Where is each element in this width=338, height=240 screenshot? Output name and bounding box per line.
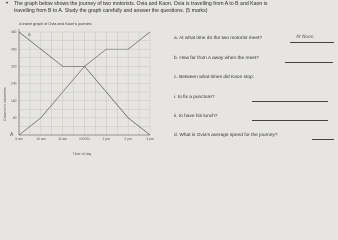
answer-line-d[interactable] xyxy=(312,139,334,140)
x-tick-label: 10 am xyxy=(36,137,46,141)
answer-line-b[interactable] xyxy=(285,62,333,63)
x-tick-label: 11 am xyxy=(58,137,68,141)
instructions-line-2: travelling from B to A. Study the graph carefully and answer the questions. (5 marks) xyxy=(14,7,208,14)
graph-grid xyxy=(19,29,150,135)
point-a-label: A xyxy=(10,132,14,138)
x-axis-label: Time of day xyxy=(72,152,92,156)
answer-line-c-ii[interactable] xyxy=(252,120,328,121)
y-tick-label: 240 xyxy=(10,81,17,86)
graph-title: A travel graph of Ovia and Kaon's journies xyxy=(19,21,92,26)
answer-line-a[interactable] xyxy=(290,42,334,43)
x-tick-label: 1 pm xyxy=(102,137,111,141)
x-axis-ticks xyxy=(15,137,154,141)
y-tick-label: 80 xyxy=(12,116,17,121)
travel-graph xyxy=(0,22,178,158)
y-tick-label: 320 xyxy=(10,64,17,69)
point-b-label: B xyxy=(28,32,31,37)
question-c-i: i. to fix a puncture? xyxy=(174,95,215,100)
answer-a[interactable]: At Noon xyxy=(296,35,314,40)
x-tick-label: 2 pm xyxy=(124,137,132,141)
question-a: a. At what time do the two motorist meet? xyxy=(174,36,262,41)
question-d: d. What is Ovia's average speed for the journey? xyxy=(174,133,278,138)
instructions-line-1: The graph below shows the journey of two motorists. Ovia and Kaon. Ovia is travelling from A to B and Kaon is xyxy=(14,1,268,7)
question-c: c. Between what times did Kaon stop: xyxy=(174,75,254,80)
bullet: • xyxy=(6,1,9,7)
y-tick-label: 160 xyxy=(10,98,17,103)
y-tick-label: 400 xyxy=(10,47,17,52)
answer-line-c-i[interactable] xyxy=(252,101,328,102)
question-c-ii: ii. to have his lunch? xyxy=(174,114,218,119)
instructions xyxy=(6,1,336,14)
y-axis-label: Distance in kilometres xyxy=(3,87,7,121)
x-tick-label: 3 pm xyxy=(146,137,154,141)
y-tick-label: 480 xyxy=(10,30,17,35)
x-tick-label: NOON xyxy=(79,137,90,141)
y-axis-ticks xyxy=(11,30,17,120)
x-tick-label: 9 am xyxy=(15,137,23,141)
question-b: b. How far from A away when the meet? xyxy=(174,56,259,61)
